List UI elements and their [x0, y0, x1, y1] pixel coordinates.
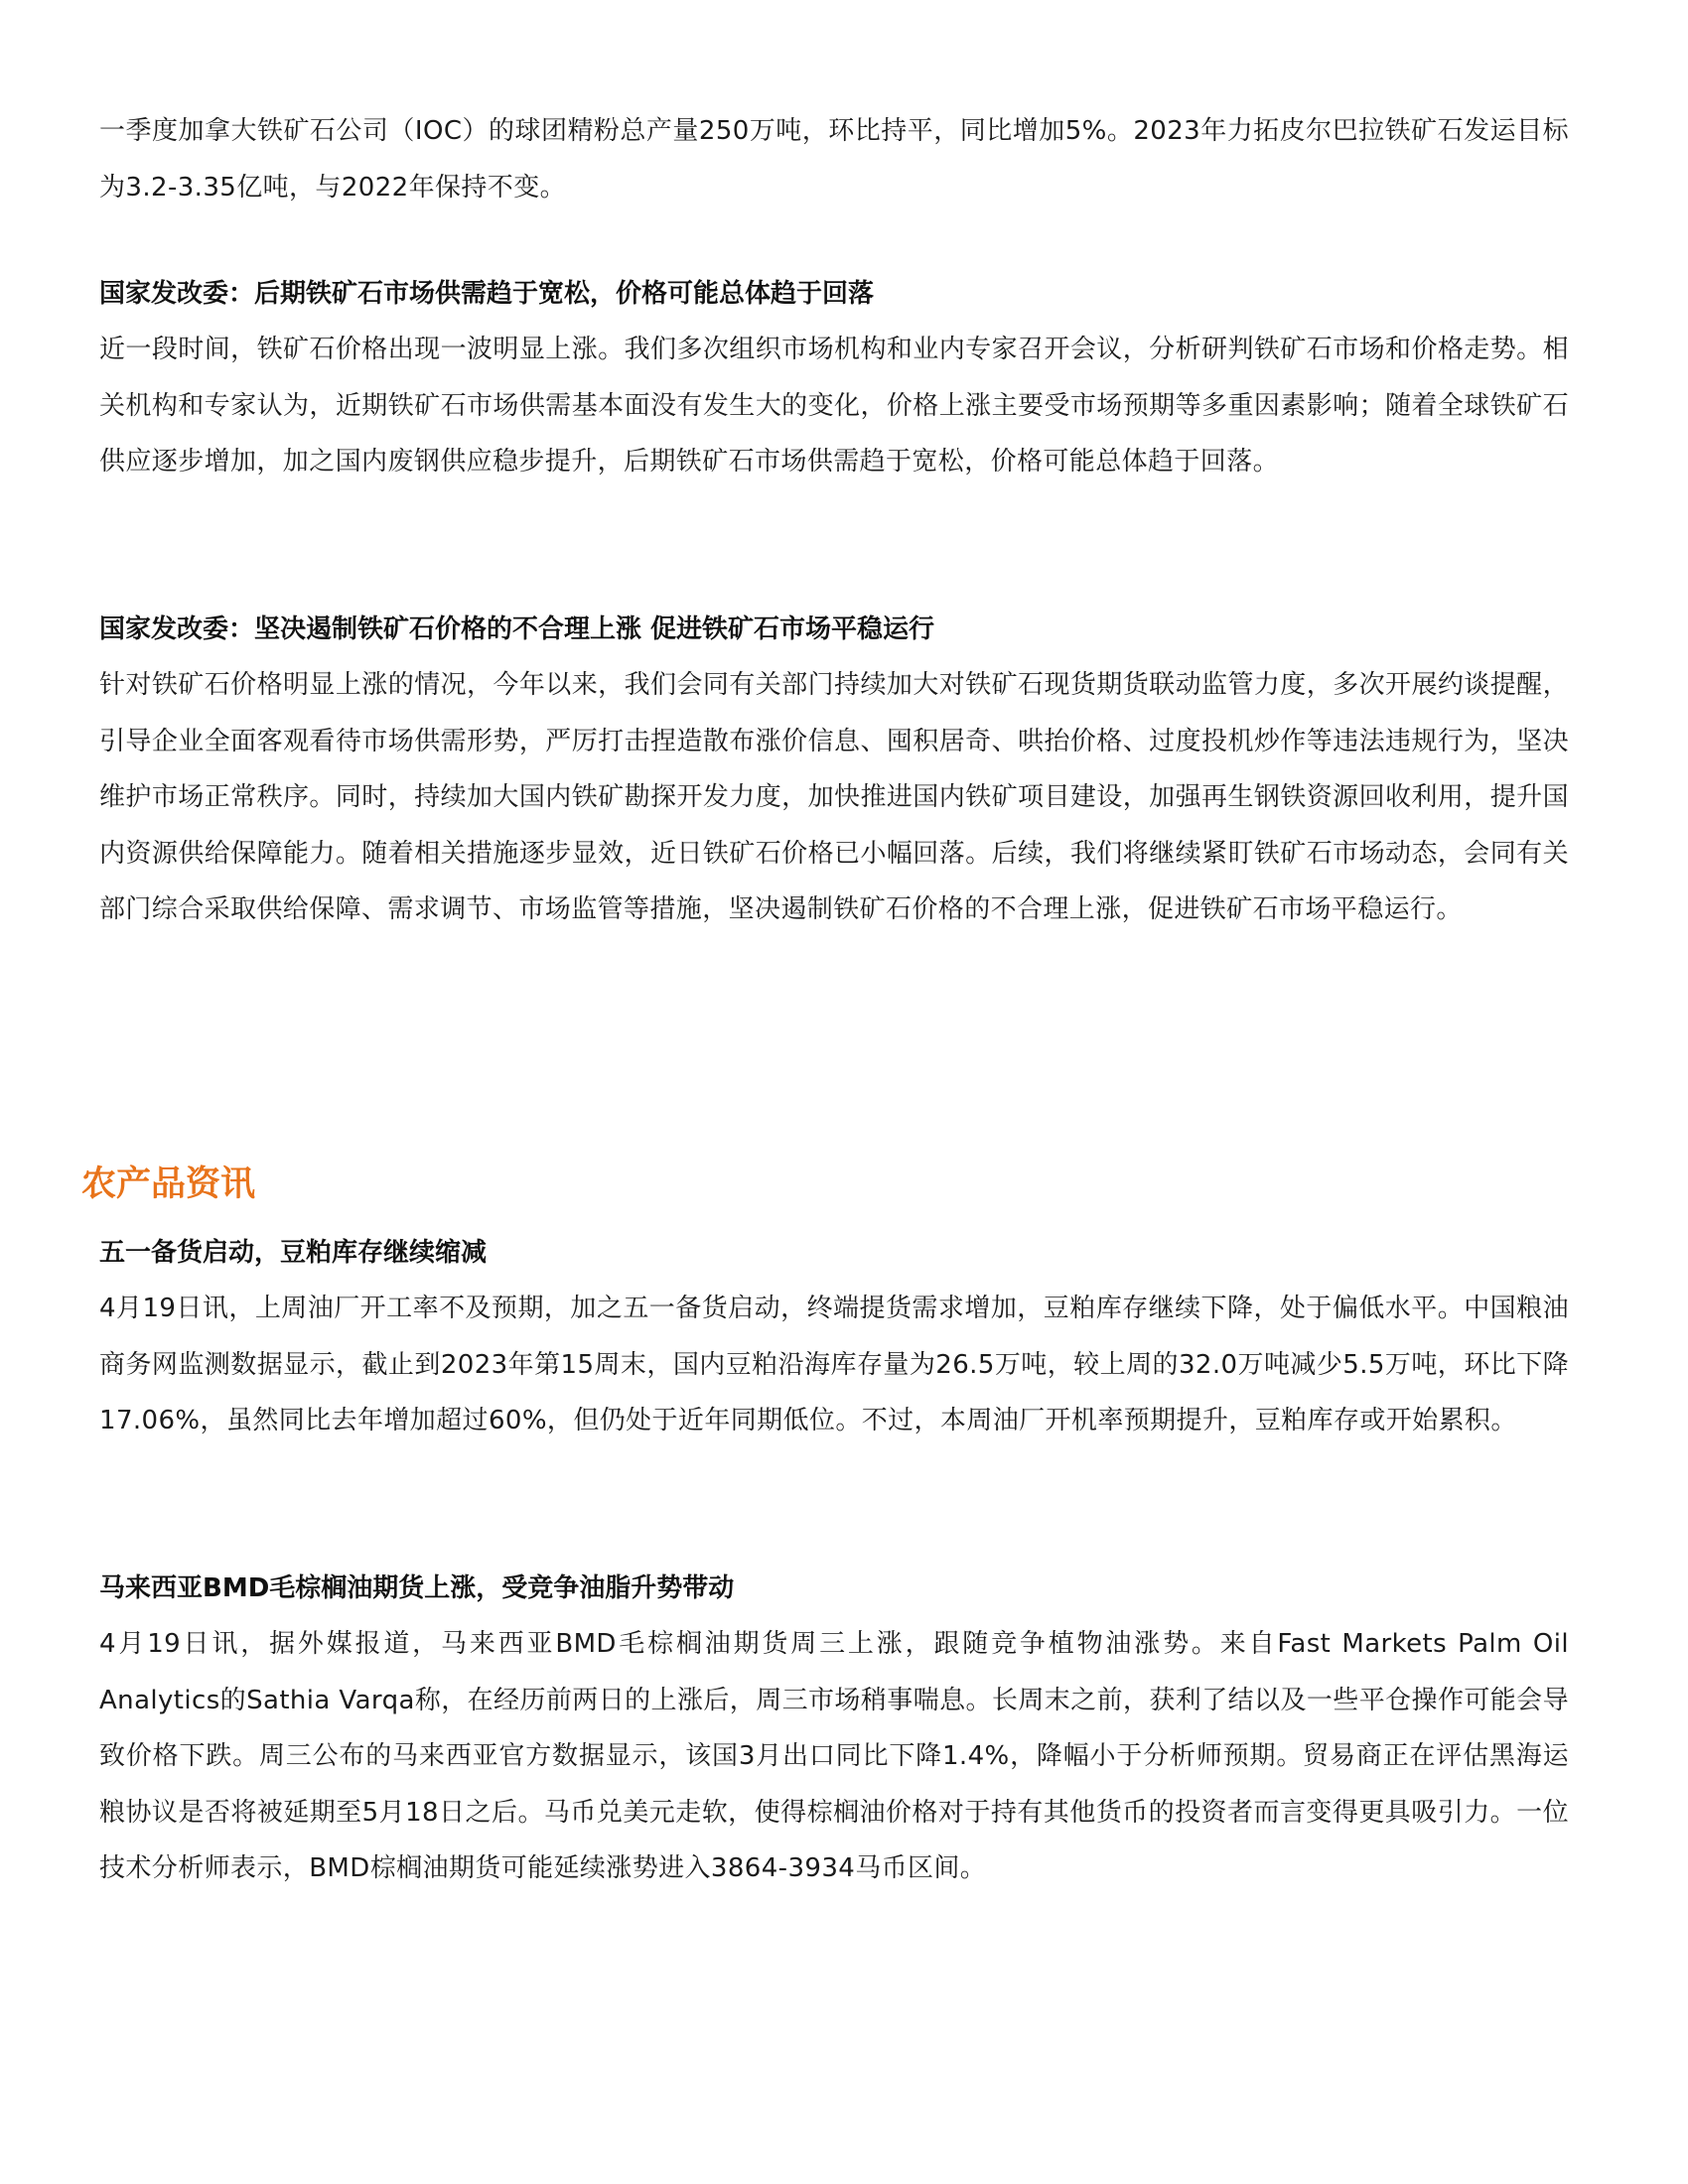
news-item-soymeal-stocks: [99, 1233, 1569, 1449]
news-heading: 国家发改委：坚决遏制铁矿石价格的不合理上涨 促进铁矿石市场平稳运行: [99, 614, 935, 644]
news-heading: 马来西亚BMD毛棕榈油期货上涨，受竞争油脂升势带动: [99, 1573, 735, 1603]
news-heading: 五一备货启动，豆粕库存继续缩减: [99, 1238, 488, 1268]
news-body: 针对铁矿石价格明显上涨的情况，今年以来，我们会同有关部门持续加大对铁矿石现货期货联动监管力度，多次开展约谈提醒，引导企业全面客观看待市场供需形势，严厉打击捏造散布涨价信息、囤积居奇、哄抬价格、过度投机炒作等违法违规行为，坚决维护市场正常秩序。同时，持续加大国内铁矿勘探开发力度，加快推进国内铁矿项目建设，加强再生钢铁资源回收利用，提升国内资源供给保障能力。随着相关措施逐步显效，近日铁矿石价格已小幅回落。后续，我们将继续紧盯铁矿石市场动态，会同有关部门综合采取供给保障、需求调节、市场监管等措施，坚决遏制铁矿石价格的不合理上涨，促进铁矿石市场平稳运行。: [99, 670, 1569, 924]
iron-ore-output-note: [99, 103, 1569, 215]
paragraph-text: 一季度加拿大铁矿石公司（IOC）的球团精粉总产量250万吨，环比持平，同比增加5%。2023年力拓皮尔巴拉铁矿石发运目标为3.2-3.35亿吨，与2022年保持不变。: [99, 116, 1569, 203]
news-item-palm-oil-futures: [99, 1569, 1569, 1897]
news-body: 4月19日讯，据外媒报道，马来西亚BMD毛棕榈油期货周三上涨，跟随竞争植物油涨势。来自Fast Markets Palm Oil Analytics的Sathia Varqa称，在经历前两日的上涨后，周三市场稍事喘息。长周末之前，获利了结以及一些平仓操作可能会导致价格下跌。周三公布的马来西亚官方数据显示，该国3月出口同比下降1.4%，降幅小于分析师预期。贸易商正在评估黑海运粮协议是否将被延期至5月18日之后。马币兑美元走软，使得棕榈油价格对于持有其他货币的投资者而言变得更具吸引力。一位技术分析师表示，BMD棕榈油期货可能延续涨势进入3864-3934马币区间。: [99, 1629, 1569, 1883]
news-item-ndrc-price-curb: [99, 610, 1569, 938]
news-body: 近一段时间，铁矿石价格出现一波明显上涨。我们多次组织市场机构和业内专家召开会议，分析研判铁矿石市场和价格走势。相关机构和专家认为，近期铁矿石市场供需基本面没有发生大的变化，价格上涨主要受市场预期等多重因素影响；随着全球铁矿石供应逐步增加，加之国内废钢供应稳步提升，后期铁矿石市场供需趋于宽松，价格可能总体趋于回落。: [99, 335, 1569, 477]
section-title-agri-news: 农产品资讯: [81, 1164, 256, 1204]
news-heading: 国家发改委：后期铁矿石市场供需趋于宽松，价格可能总体趋于回落: [99, 279, 875, 309]
news-body: 4月19日讯，上周油厂开工率不及预期，加之五一备货启动，终端提货需求增加，豆粕库存继续下降，处于偏低水平。中国粮油商务网监测数据显示，截止到2023年第15周末，国内豆粕沿海库存量为26.5万吨，较上周的32.0万吨减少5.5万吨，环比下降17.06%，虽然同比去年增加超过60%，但仍处于近年同期低位。不过，本周油厂开机率预期提升，豆粕库存或开始累积。: [99, 1294, 1569, 1435]
news-item-ndrc-supply-outlook: [99, 274, 1569, 490]
